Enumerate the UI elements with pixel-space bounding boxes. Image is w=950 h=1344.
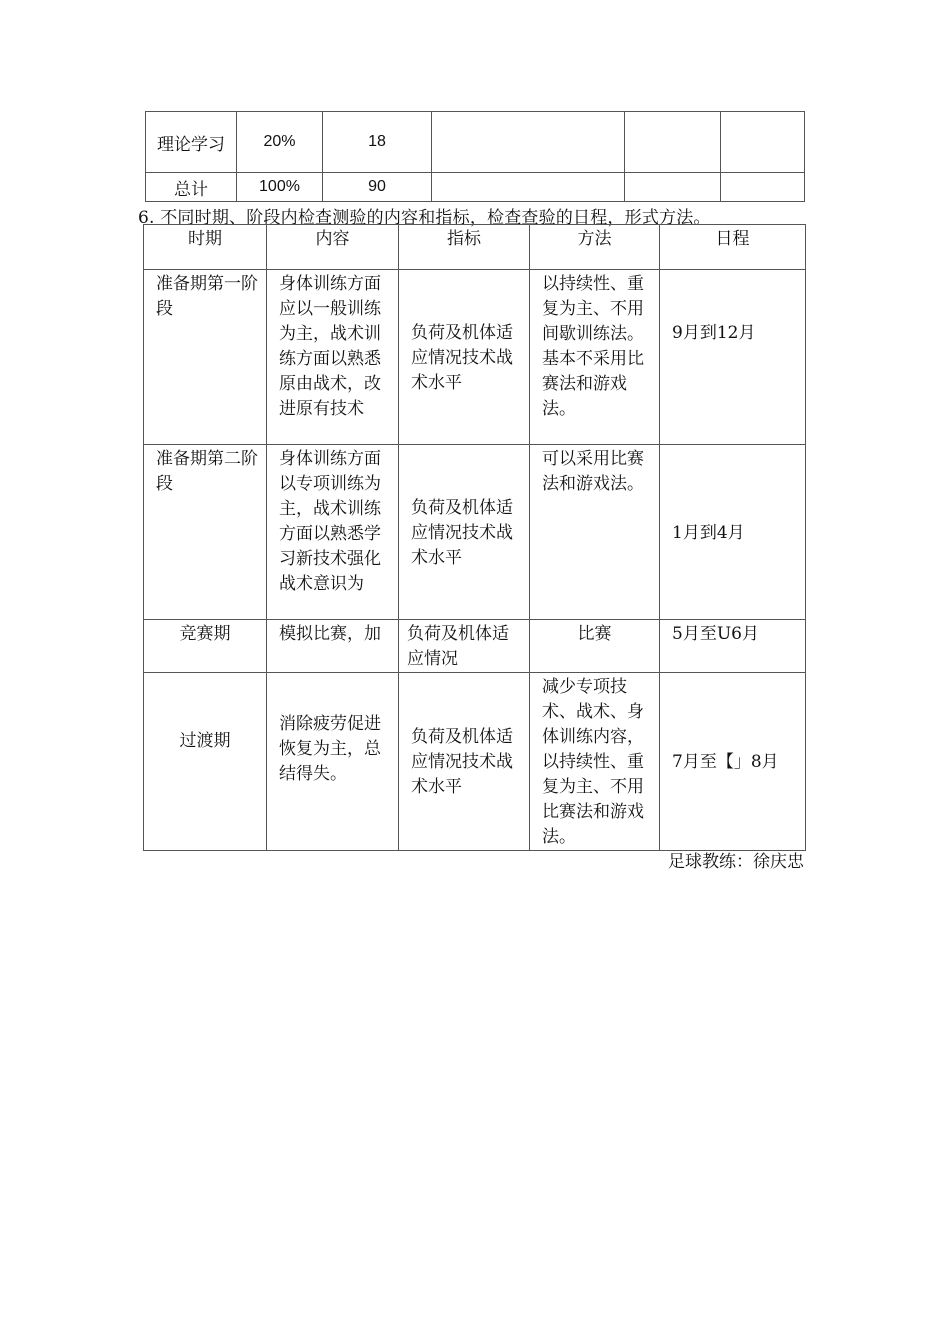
empty-cell xyxy=(721,173,805,202)
table-row xyxy=(144,673,806,851)
signature: 足球教练：徐庆忠 xyxy=(668,852,804,872)
content-cell: 消除疲劳促进恢复为主，总结得失。 xyxy=(267,673,399,851)
item-cell: 理论学习 xyxy=(146,112,237,173)
empty-cell xyxy=(721,112,805,173)
period-cell: 竞赛期 xyxy=(144,620,267,673)
table-row xyxy=(146,112,805,173)
period-cell: 准备期第二阶段 xyxy=(144,445,267,620)
header-period: 时期 xyxy=(144,225,267,270)
item-cell: 总计 xyxy=(146,173,237,202)
schedule-cell: 1月到4月 xyxy=(660,445,806,620)
indicator-cell: 负荷及机体适应情况技术战术水平 xyxy=(399,673,530,851)
header-schedule: 日程 xyxy=(660,225,806,270)
hours-cell: 18 xyxy=(323,112,432,173)
hours-cell: 90 xyxy=(323,173,432,202)
schedule-cell: 9月到12月 xyxy=(660,270,806,445)
indicator-cell: 负荷及机体适应情况技术战术水平 xyxy=(399,445,530,620)
header-indicator: 指标 xyxy=(399,225,530,270)
content-cell: 模拟比赛，加 xyxy=(267,620,399,673)
empty-cell xyxy=(625,112,721,173)
percent-cell: 100% xyxy=(237,173,323,202)
inspection-table xyxy=(143,224,806,851)
indicator-cell: 负荷及机体适应情况技术战术水平 xyxy=(399,270,530,445)
period-cell: 准备期第一阶段 xyxy=(144,270,267,445)
table-row xyxy=(144,620,806,673)
header-content: 内容 xyxy=(267,225,399,270)
method-cell: 减少专项技术、战术、身体训练内容，以持续性、重复为主、不用比赛法和游戏法。 xyxy=(530,673,660,851)
method-cell: 以持续性、重复为主、不用间歇训练法。基本不采用比赛法和游戏法。 xyxy=(530,270,660,445)
content-cell: 身体训练方面以专项训练为主，战术训练方面以熟悉学习新技术强化战术意识为 xyxy=(267,445,399,620)
indicator-cell: 负荷及机体适应情况 xyxy=(399,620,530,673)
schedule-cell: 7月至【」8月 xyxy=(660,673,806,851)
empty-cell xyxy=(432,173,625,202)
period-cell: 过渡期 xyxy=(144,673,267,851)
table-row xyxy=(144,270,806,445)
table-row xyxy=(146,173,805,202)
section-heading: 6. 不同时期、阶段内检查测验的内容和指标，检查查验的日程，形式方法。 xyxy=(138,208,711,228)
percent-cell: 20% xyxy=(237,112,323,173)
empty-cell xyxy=(432,112,625,173)
header-method: 方法 xyxy=(530,225,660,270)
content-cell: 身体训练方面应以一般训练为主，战术训练方面以熟悉原由战术，改进原有技术 xyxy=(267,270,399,445)
summary-table xyxy=(145,111,805,202)
method-cell: 可以采用比赛法和游戏法。 xyxy=(530,445,660,620)
table-header-row xyxy=(144,225,806,270)
table-row xyxy=(144,445,806,620)
schedule-cell: 5月至U6月 xyxy=(660,620,806,673)
method-cell: 比赛 xyxy=(530,620,660,673)
empty-cell xyxy=(625,173,721,202)
